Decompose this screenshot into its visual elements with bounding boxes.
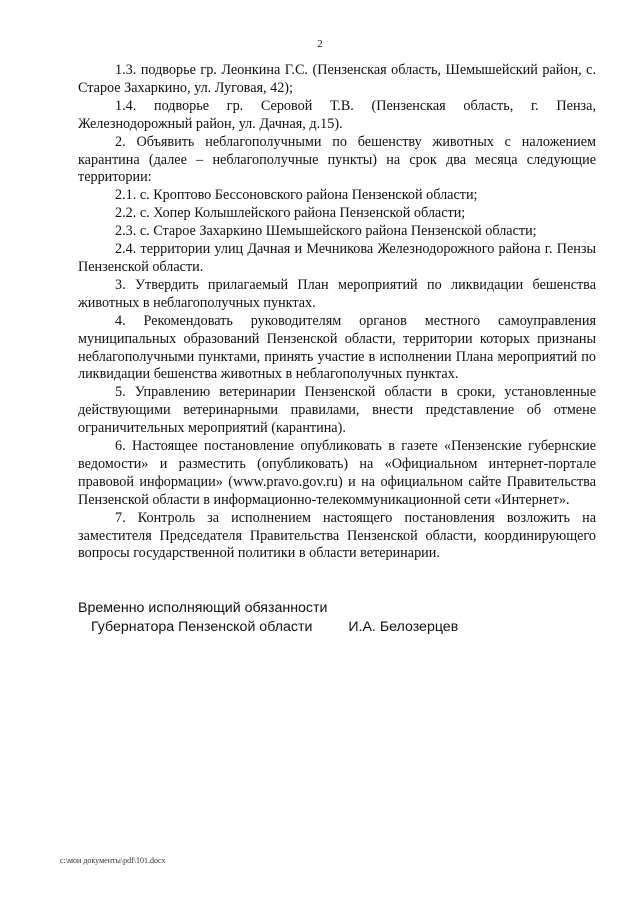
document-body [78,62,596,563]
page-number: 2 [317,38,323,50]
signature-title-line-1: Временно исполняющий обязанности [78,600,328,616]
paragraph-2-4: 2.4. территории улиц Дачная и Мечникова Железнодорожного района г. Пензы Пензенской области. [78,241,596,275]
signature-position: Губернатора Пензенской области [91,619,313,635]
paragraph-5: 5. Управлению ветеринарии Пензенской области в сроки, установленные действующими ветеринарными правилами, внести представление об отмене ограничительных мероприятий (карантина). [78,384,596,437]
signatory-name: И.А. Белозерцев [348,619,459,635]
signature-block [78,599,578,637]
paragraph-4: 4. Рекомендовать руководителям органов местного самоуправления муниципальных образований Пензенской области, территории которых признаны неблагополучными пунктами, принять участие в исполнении Плана мероприятий по ликвидации бешенства животных в неблагополучных пунктах. [78,312,596,383]
signature-title-line-2 [78,618,578,637]
paragraph-7: 7. Контроль за исполнением настоящего постановления возложить на заместителя Председателя Правительства Пензенской области, координирующего вопросы государственной политики в области ветеринарии. [78,509,596,562]
paragraph-3: 3. Утвердить прилагаемый План мероприятий по ликвидации бешенства животных в неблагополучных пунктах. [78,276,596,311]
paragraph-1-4: 1.4. подворье гр. Серовой Т.В. (Пензенская область, г. Пенза, Железнодорожный район, ул. Дачная, д.15). [78,97,596,132]
paragraph-2: 2. Объявить неблагополучными по бешенству животных с наложением карантина (далее – неблагополучные пункты) на срок два месяца следующие территории: [78,133,596,186]
paragraph-2-1: 2.1. с. Кроптово Бессоновского района Пензенской области; [115,187,478,204]
paragraph-2-2: 2.2. с. Хопер Колышлейского района Пензенской области; [115,205,466,222]
paragraph-2-3: 2.3. с. Старое Захаркино Шемышейского района Пензенской области; [115,223,537,240]
footer-file-path: c:\мои документы\pdf\101.docx [60,856,166,865]
paragraph-6: 6. Настоящее постановление опубликовать в газете «Пензенские губернские ведомости» и разместить (опубликовать) на «Официальном интернет-портале правовой информации» (www.pravo.gov.ru) и на официальном сайте Правительства Пензенской области в информационно-телекоммуникационной сети «Интернет». [78,438,596,508]
paragraph-1-3: 1.3. подворье гр. Леонкина Г.С. (Пензенская область, Шемышейский район, с. Старое Захаркино, ул. Луговая, 42); [78,62,596,96]
